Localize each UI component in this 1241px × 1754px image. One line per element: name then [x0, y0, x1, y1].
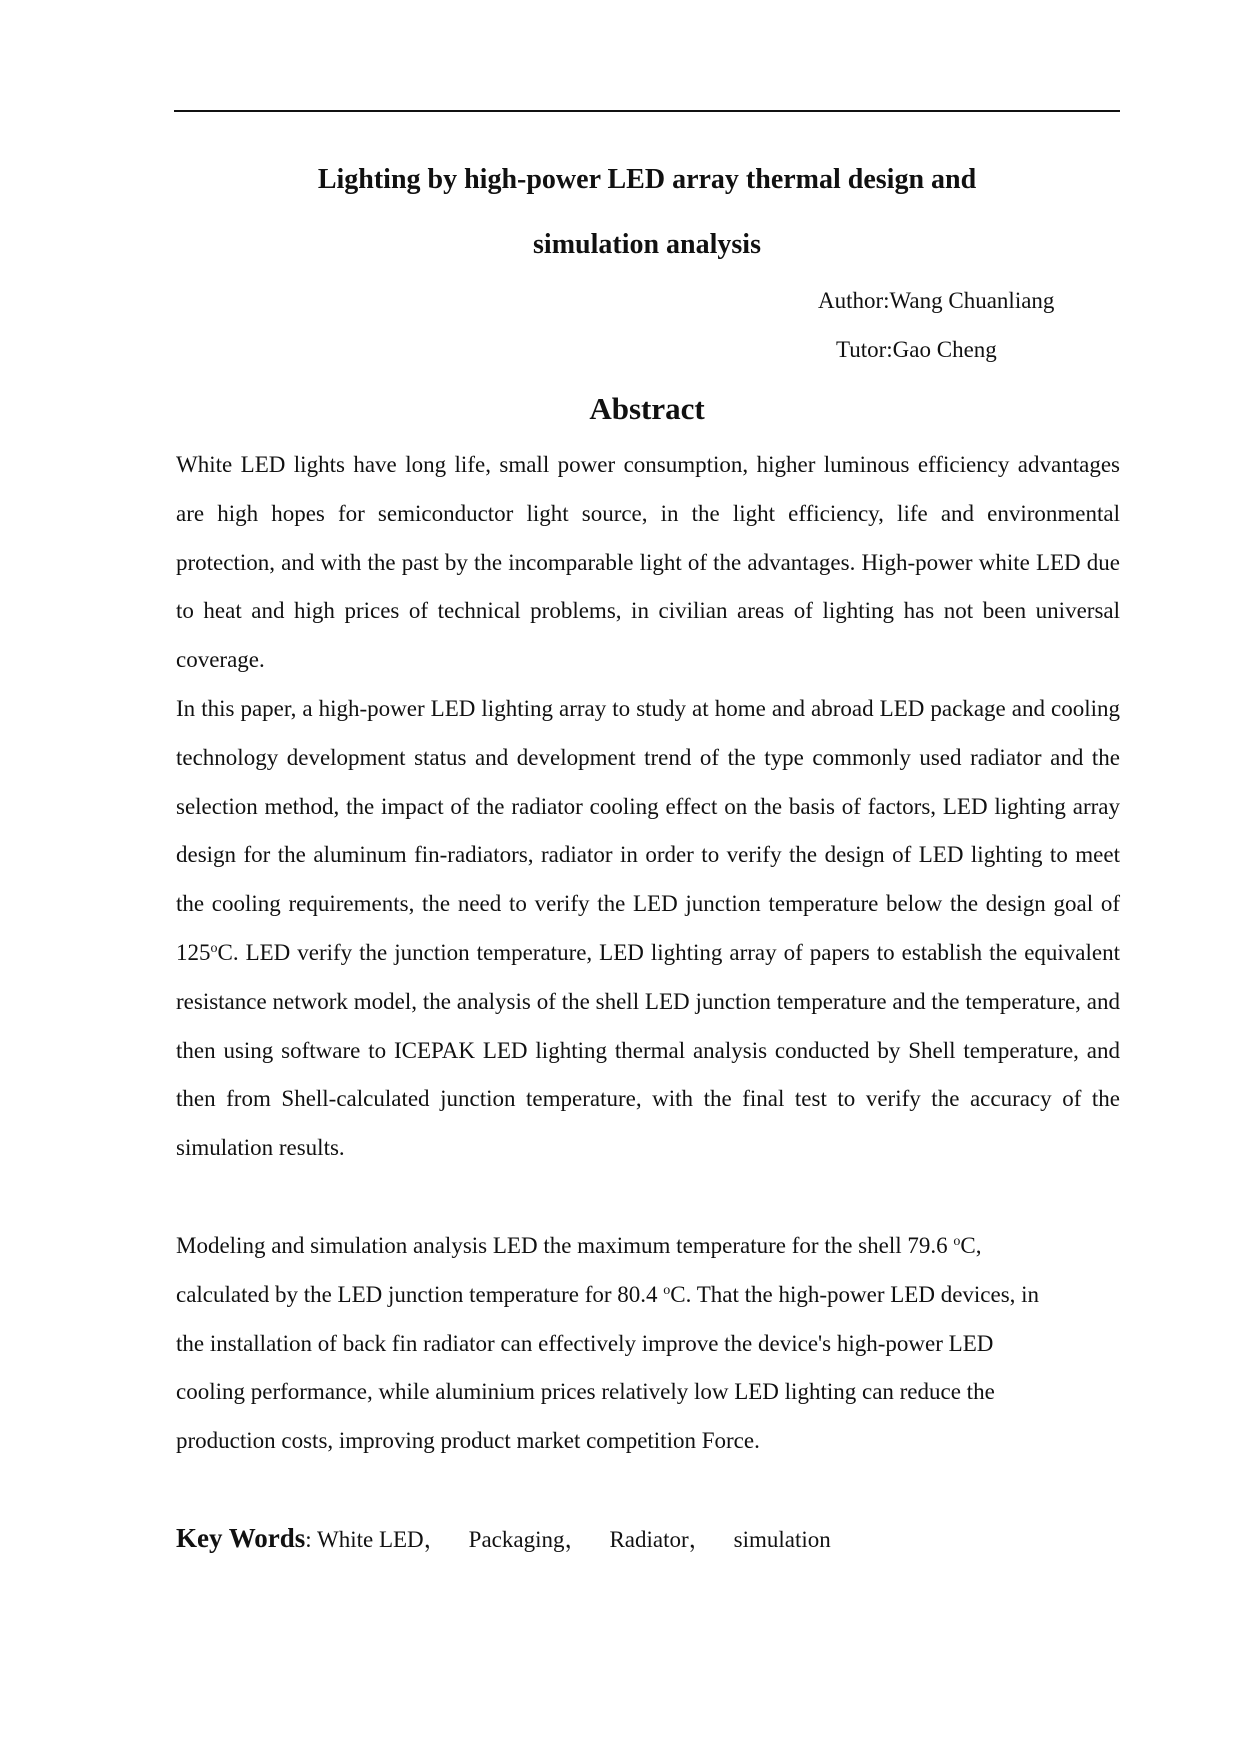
abstract-paragraph-2 [176, 685, 1120, 1173]
keywords-label: Key Words [176, 1523, 306, 1553]
paragraph3-text-g: production costs, improving product market competition Force. [176, 1428, 760, 1454]
abstract-paragraph-1: White LED lights have long life, small power consumption, higher luminous efficiency advantages are high hopes for semiconductor light source, in the light efficiency, life and environmental protection, and with the past by the incomparable light of the advantages. High-power white LED due to heat and high prices of technical problems, in civilian areas of lighting has not been universal coverage. [176, 452, 1120, 673]
degree-mark: o [663, 1282, 671, 1298]
paragraph3-text-b: C, [960, 1233, 982, 1258]
paragraph3-text-e: the installation of back fin radiator can effectively improve the device's high-power LED [176, 1330, 994, 1356]
paragraph3-text-a: Modeling and simulation analysis LED the maximum temperature for the shell 79.6 [176, 1233, 954, 1258]
paragraph3-text-f: cooling performance, while aluminium prices relatively low LED lighting can reduce the [176, 1379, 995, 1405]
author-line: Author:Wang Chuanliang [818, 288, 1055, 313]
paragraph3-text-c: calculated by the LED junction temperature for 80.4 [176, 1281, 664, 1307]
tutor-line: Tutor:Gao Cheng [836, 337, 997, 362]
header-rule [174, 110, 1120, 112]
abstract-heading: Abstract [589, 391, 705, 426]
paper-title-line2: simulation analysis [533, 229, 761, 260]
paragraph2-text-b: C. LED verify the junction temperature, LED lighting array of papers to establish the equivalent resistance network model, the analysis of the shell LED junction temperature and the temperature, and then using software to ICEPAK LED lighting thermal analysis conducted by Shell temperature, and then from Shell-calculated junction temperature, with the final test to verify the accuracy of the simulation results. [176, 939, 1120, 1161]
keywords-line [176, 1522, 831, 1556]
paragraph2-text-a: In this paper, a high-power LED lighting array to study at home and abroad LED package and cooling technology development status and development trend of the type commonly used radiator and the selection method, the impact of the radiator cooling effect on the basis of factors, LED lighting array design for the aluminum fin-radiators, radiator in order to verify the design of LED lighting to meet the cooling requirements, the need to verify the LED junction temperature below the design goal of 125 [176, 696, 1120, 965]
degree-mark: o [953, 1234, 961, 1249]
keyword: Radiator， [609, 1527, 712, 1552]
paper-title-line1: Lighting by high-power LED array thermal design and [317, 164, 977, 195]
degree-mark: o [210, 940, 218, 956]
keyword: simulation [733, 1527, 831, 1552]
keyword: White LED， [317, 1527, 447, 1552]
abstract-paragraph-3 [176, 1222, 1120, 1466]
keyword: Packaging， [468, 1527, 588, 1552]
paragraph3-text-d: C. That the high-power LED devices, in [670, 1281, 1040, 1307]
keywords-separator: : [305, 1527, 317, 1552]
